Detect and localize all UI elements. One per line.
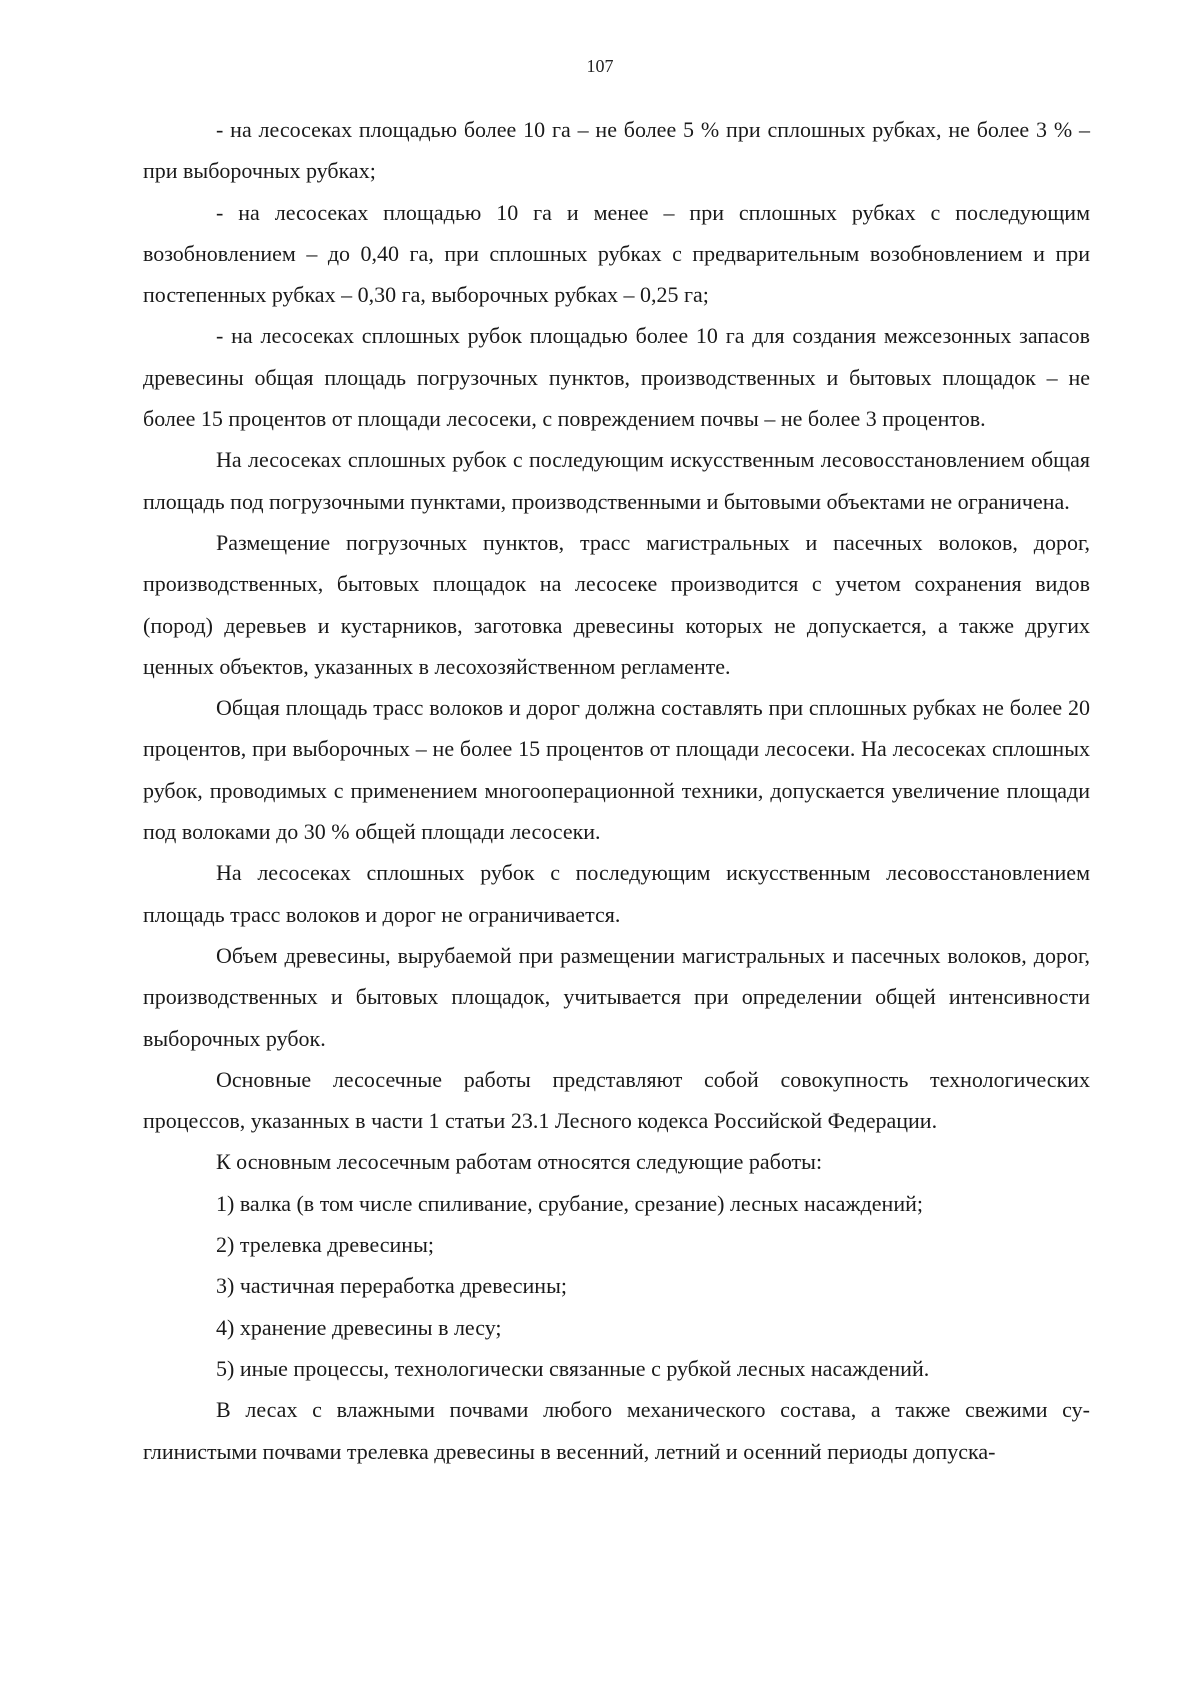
document-body xyxy=(143,109,1090,1472)
paragraph-artificial-reforestation-trails: На лесосеках сплошных рубок с последующим искусственным лесовосстановлением площадь трасс волоков и дорог не ограничивается. xyxy=(143,860,1090,927)
paragraph-wet-soils: В лесах с влажными почвами любого механического состава, а также свежими суглинистыми почвами трелевка древесины в весенний, летний и осенний периоды допуска- xyxy=(143,1397,1090,1464)
paragraph-main-logging-operations: Основные лесосечные работы представляют собой совокупность технологических процессов, указанных в части 1 статьи 23.1 Лесного кодекса Российской Федерации. xyxy=(143,1066,1090,1134)
list-item-partial-processing: 3) частичная переработка древесины; xyxy=(216,1273,567,1299)
list-item-skidding: 2) трелевка древесины; xyxy=(216,1232,434,1258)
paragraph-interseasonal-reserves: - на лесосеках сплошных рубок площадью более 10 га для создания межсезонных запасов древесины общая площадь погрузочных пунктов, производственных и бытовых площадок – не более 15 процентов от площади лесосеки, с повреждением почвы – не более 3 процентов. xyxy=(143,323,1090,432)
paragraph-placement-of-loading-points: Размещение погрузочных пунктов, трасс магистральных и пасечных волоков, дорог, производственных, бытовых площадок на лесосеке производится с учетом сохранения видов (пород) деревьев и кустарников, заготовка древесины которых не допускается, а также других ценных объектов, указанных в лесохозяйственном регламенте. xyxy=(143,529,1090,679)
paragraph-skid-trails-area: Общая площадь трасс волоков и дорог должна составлять при сплошных рубках не более 20 процентов, при выборочных – не более 15 процентов от площади лесосеки. На лесосеках сплошных рубок, проводимых с применением многооперационной техники, допускается увеличение площади под волоками до 30 % общей площади лесосеки. xyxy=(143,695,1090,845)
paragraph-felling-area-over-10ha: - на лесосеках площадью более 10 га – не более 5 % при сплошных рубках, не более 3 % – при выборочных рубках; xyxy=(143,117,1090,184)
list-item-storage: 4) хранение древесины в лесу; xyxy=(216,1314,502,1340)
list-item-other-processes: 5) иные процессы, технологически связанные с рубкой лесных насаждений. xyxy=(216,1355,930,1381)
page-number: 107 xyxy=(586,56,614,76)
list-item-felling: 1) валка (в том числе спиливание, срубание, срезание) лесных насаждений; xyxy=(216,1190,923,1216)
paragraph-artificial-reforestation-objects: На лесосеках сплошных рубок с последующим искусственным лесовосстановлением общая площадь под погрузочными пунктами, производственными и бытовыми объектами не ограничена. xyxy=(143,447,1090,514)
paragraph-felling-area-10ha-or-less: - на лесосеках площадью 10 га и менее – при сплошных рубках с последующим возобновлением – до 0,40 га, при сплошных рубках с предварительным возобновлением и при постепенных рубках – 0,30 га, выборочных рубках – 0,25 га; xyxy=(143,199,1090,308)
paragraph-list-intro: К основным лесосечным работам относятся следующие работы: xyxy=(216,1149,823,1175)
paragraph-timber-volume: Объем древесины, вырубаемой при размещении магистральных и пасечных волоков, дорог, производственных и бытовых площадок, учитывается при определении общей интенсивности выборочных рубок. xyxy=(143,942,1090,1051)
